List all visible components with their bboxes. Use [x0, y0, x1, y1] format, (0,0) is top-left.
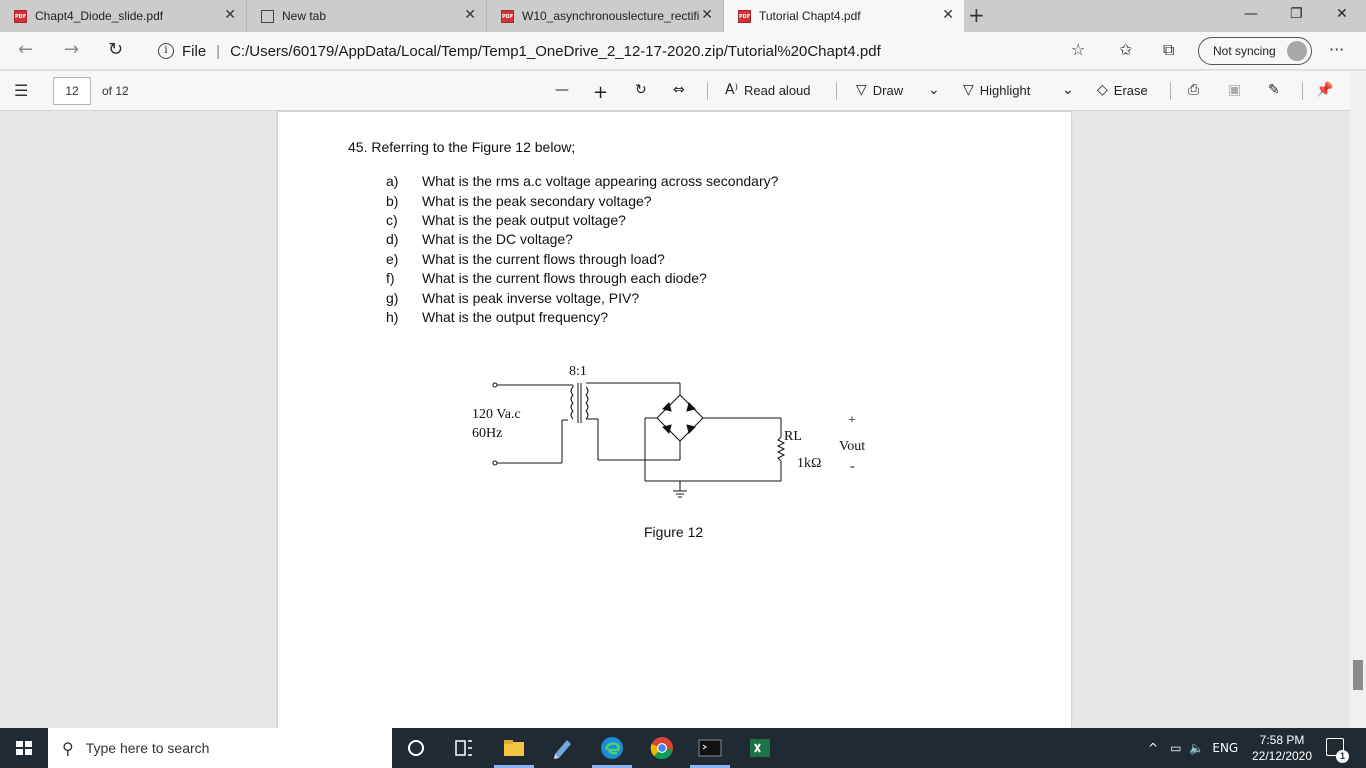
info-icon[interactable]: i: [158, 43, 174, 59]
item-letter: a): [386, 173, 399, 189]
url-divider: |: [216, 42, 221, 60]
transformer: [571, 383, 588, 423]
pdf-page: [278, 112, 1071, 728]
tab-label: New tab: [282, 9, 327, 23]
save-as-icon[interactable]: ✎: [1268, 82, 1280, 98]
close-window-icon[interactable]: ✕: [1336, 6, 1348, 22]
language-indicator[interactable]: ENG: [1212, 741, 1239, 755]
load-value: 1kΩ: [797, 456, 822, 471]
list-item: [386, 231, 573, 247]
ground-icon: [673, 491, 687, 497]
windows-start-icon[interactable]: [0, 728, 48, 768]
pin-toolbar-icon[interactable]: 📌: [1316, 82, 1334, 98]
pdf-icon: [738, 10, 751, 23]
minimize-icon[interactable]: —: [1244, 6, 1258, 22]
close-icon[interactable]: ✕: [942, 7, 954, 23]
draw-icon: ▽: [856, 82, 867, 98]
list-item: [386, 290, 639, 306]
input-terminal: [493, 461, 497, 465]
erase-button[interactable]: [1097, 82, 1148, 98]
new-tab-button[interactable]: +: [968, 3, 985, 27]
read-aloud-label: Read aloud: [744, 82, 811, 98]
vout-plus: +: [848, 413, 856, 428]
load-label: RL: [784, 429, 802, 444]
collections-icon[interactable]: ⧉: [1163, 40, 1175, 59]
pdf-icon: [501, 10, 514, 23]
turns-ratio-label: 8:1: [569, 364, 587, 379]
tab-new-tab[interactable]: [247, 0, 487, 32]
close-icon[interactable]: ✕: [224, 7, 236, 23]
forward-icon[interactable]: →: [64, 39, 80, 60]
draw-label: Draw: [872, 82, 904, 98]
list-item: [386, 173, 778, 189]
notification-badge: 1: [1336, 750, 1349, 763]
file-explorer-icon[interactable]: [502, 736, 526, 760]
list-item: [386, 309, 608, 325]
sync-status-label: Not syncing: [1213, 44, 1276, 58]
fit-page-icon[interactable]: ⇔: [673, 82, 685, 98]
edge-browser-icon[interactable]: [600, 736, 624, 760]
terminal-icon[interactable]: [698, 736, 722, 760]
highlight-icon: ▽: [963, 82, 974, 98]
item-text: What is the current flows through load?: [422, 251, 665, 267]
diode-bridge: [657, 395, 703, 441]
zoom-out-icon[interactable]: —: [555, 82, 569, 98]
vout-label: Vout: [839, 439, 866, 454]
system-tray: [1148, 728, 1238, 768]
list-item: [386, 270, 707, 286]
search-icon: ⚲: [62, 738, 74, 758]
table-of-contents-icon[interactable]: ☰: [14, 83, 29, 100]
favorites-list-icon[interactable]: ✩: [1119, 40, 1133, 59]
source-frequency-label: 60Hz: [472, 426, 503, 441]
volume-icon[interactable]: 🔈: [1189, 741, 1205, 755]
read-aloud-button[interactable]: [725, 82, 811, 98]
highlight-label: Highlight: [979, 82, 1031, 98]
draw-dropdown[interactable]: [928, 82, 946, 98]
question-heading: 45. Referring to the Figure 12 below;: [348, 139, 576, 155]
clock-time: 7:58 PM: [1259, 733, 1305, 747]
more-menu-icon[interactable]: ···: [1329, 40, 1345, 59]
tab-label: Chapt4_Diode_slide.pdf: [35, 9, 164, 23]
back-icon[interactable]: ←: [18, 39, 34, 60]
toolbar-divider: [1170, 82, 1171, 100]
task-view-icon[interactable]: [452, 736, 476, 760]
read-aloud-icon: A⁾: [725, 82, 739, 98]
item-letter: c): [386, 212, 398, 228]
save-icon[interactable]: ▣: [1228, 82, 1242, 98]
close-icon[interactable]: ✕: [701, 7, 713, 23]
tab-label: W10_asynchronouslecture_rectifi: [522, 9, 700, 23]
favorite-star-icon[interactable]: ☆: [1071, 40, 1086, 59]
refresh-icon[interactable]: ↻: [108, 39, 124, 60]
close-icon[interactable]: ✕: [464, 7, 476, 23]
pdf-icon: [14, 10, 27, 23]
item-text: What is the peak secondary voltage?: [422, 193, 652, 209]
item-text: What is the rms a.c voltage appearing across secondary?: [422, 173, 779, 189]
list-item: [386, 251, 665, 267]
taskbar: [0, 728, 1366, 768]
chevron-down-icon: ⌄: [1062, 82, 1074, 98]
item-text: What is the peak output voltage?: [422, 212, 626, 228]
search-placeholder: Type here to search: [85, 740, 210, 756]
cortana-icon[interactable]: [404, 736, 428, 760]
new-tab-icon: [261, 10, 274, 23]
source-voltage-label: 120 Va.c: [472, 407, 521, 422]
rotate-icon[interactable]: ↻: [635, 82, 647, 98]
url-field[interactable]: [144, 36, 1104, 66]
tab-tutorial-chapt4[interactable]: [724, 0, 964, 32]
item-letter: b): [386, 193, 399, 209]
item-letter: g): [386, 290, 399, 306]
scrollbar-thumb[interactable]: [1353, 660, 1363, 690]
tab-w10-async[interactable]: [487, 0, 724, 32]
toolbar-divider: [1302, 82, 1303, 100]
item-letter: f): [386, 270, 395, 286]
list-item: [386, 193, 652, 209]
print-icon[interactable]: ⎙: [1188, 82, 1200, 98]
vertical-scrollbar[interactable]: [1350, 72, 1366, 728]
toolbar-divider: [707, 82, 708, 100]
address-bar: [0, 32, 1366, 70]
bridge-rectifier-diagram: [468, 357, 888, 517]
chevron-down-icon: ⌄: [928, 82, 940, 98]
page-total: of 12: [102, 84, 129, 98]
scheme-label: File: [182, 42, 207, 60]
erase-label: Erase: [1113, 82, 1148, 98]
taskbar-search[interactable]: [48, 728, 392, 768]
highlight-button[interactable]: [963, 82, 1030, 98]
clock-date: 22/12/2020: [1251, 749, 1313, 763]
notepad-app-icon[interactable]: [551, 736, 575, 760]
list-item: [386, 212, 626, 228]
profile-button[interactable]: [1198, 37, 1312, 65]
draw-button[interactable]: [856, 82, 903, 98]
pdf-toolbar: [0, 71, 1366, 111]
clock[interactable]: [1248, 732, 1316, 764]
eraser-icon: ◇: [1097, 82, 1108, 98]
item-text: What is the DC voltage?: [422, 231, 573, 247]
highlight-dropdown[interactable]: [1062, 82, 1080, 98]
tab-strip: [0, 0, 1366, 32]
vout-minus: -: [850, 459, 855, 474]
zoom-in-icon[interactable]: +: [593, 82, 609, 103]
tab-label: Tutorial Chapt4.pdf: [759, 9, 861, 23]
input-terminal: [493, 383, 497, 387]
excel-icon[interactable]: [748, 736, 772, 760]
url-text: C:/Users/60179/AppData/Local/Temp/Temp1_OneDrive_2_12-17-2020.zip/Tutorial%20Chapt4.pdf: [230, 42, 881, 60]
item-text: What is peak inverse voltage, PIV?: [422, 290, 640, 306]
page-number-input[interactable]: 12: [53, 77, 91, 105]
item-letter: d): [386, 231, 399, 247]
tab-chapt4-diode[interactable]: [0, 0, 247, 32]
document-viewport: [0, 112, 1366, 728]
toolbar-divider: [836, 82, 837, 100]
item-text: What is the output frequency?: [422, 309, 608, 325]
chrome-icon[interactable]: [650, 736, 674, 760]
network-icon[interactable]: ▭: [1170, 741, 1182, 755]
item-letter: h): [386, 309, 399, 325]
restore-icon[interactable]: ❐: [1290, 6, 1303, 22]
avatar: [1287, 41, 1307, 61]
show-hidden-icons-icon[interactable]: ^: [1148, 741, 1159, 755]
item-text: What is the current flows through each diode?: [422, 270, 707, 286]
item-letter: e): [386, 251, 399, 267]
figure-caption: Figure 12: [644, 524, 704, 540]
